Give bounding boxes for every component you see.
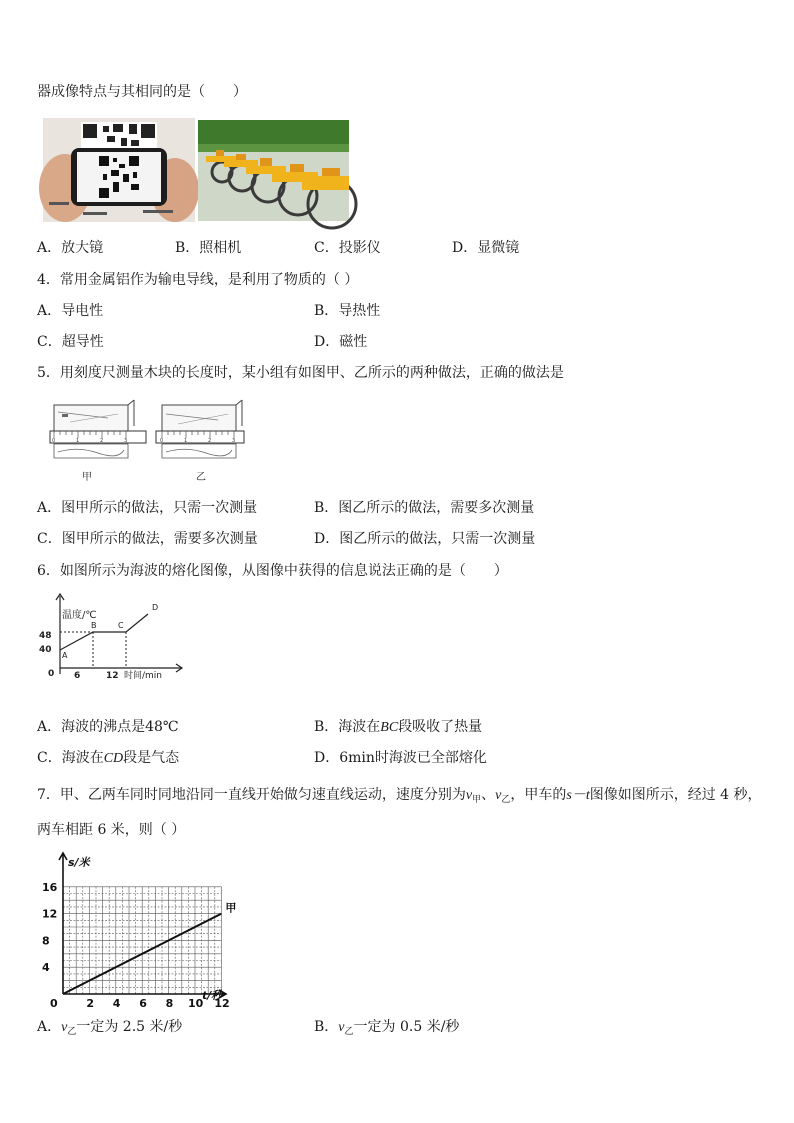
melt-point-label-A: A (62, 651, 68, 660)
q7-stem-v1: v (465, 788, 473, 803)
st-ytick-16: 16 (42, 880, 58, 894)
st-xtick-12: 12 (214, 997, 230, 1010)
ruler-jia-tick-0: 0 (52, 438, 56, 444)
q7-option-a-sub: 乙 (67, 1027, 77, 1037)
melt-point-label-C: C (118, 621, 124, 630)
q5-option-d[interactable]: D．图乙所示的做法，只需一次测量 (314, 531, 536, 547)
melt-point-label-B: B (91, 621, 97, 630)
melt-xlabel: 时间/min (124, 671, 163, 681)
q7-stem-sub1: 甲 (472, 795, 482, 805)
q7-option-b-v: v (338, 1020, 345, 1035)
q6-option-c[interactable] (37, 749, 179, 768)
q6-option-d[interactable]: D．6min时海波已全部熔化 (314, 750, 487, 766)
st-ytick-12: 12 (42, 907, 58, 921)
q7-stem-v2: v (495, 788, 502, 803)
q6-stem: 6．如图所示为海波的熔化图像，从图像中获得的信息说法正确的是（ ） (37, 563, 508, 579)
ruler-jia-tick-1: 1 (76, 438, 80, 444)
q6-option-c-suffix: 段是气态 (123, 750, 180, 766)
q5-option-a[interactable]: A．图甲所示的做法，只需一次测量 (37, 500, 258, 516)
ruler-label-jia: 甲 (82, 472, 92, 483)
qr-phone-photo (43, 118, 195, 222)
melting-chart (36, 592, 186, 684)
st-xlabel: t/秒 (202, 989, 223, 1002)
st-grid (63, 887, 221, 994)
ruler-label-yi: 乙 (196, 472, 206, 483)
st-ytick-8: 8 (42, 934, 50, 948)
ruler-yi-tick-2: 2 (208, 438, 212, 444)
ruler-figure (48, 400, 248, 488)
q6-option-b-prefix: B．海波在 (314, 719, 381, 735)
q7-option-b-prefix: B． (314, 1019, 339, 1035)
q7-option-a[interactable] (37, 1018, 182, 1041)
q6-option-c-segment: CD (103, 751, 124, 766)
q4-option-b[interactable]: B．导热性 (314, 303, 381, 319)
q5-option-b[interactable]: B．图乙所示的做法，需要多次测量 (314, 500, 535, 516)
q7-stem-line2: 两车相距 6 米，则（ ） (37, 822, 186, 838)
q4-stem: 4．常用金属铝作为输电导线，是利用了物质的（ ） (37, 272, 359, 288)
st-xtick-10: 10 (188, 997, 204, 1010)
q6-option-a[interactable]: A．海波的沸点是48℃ (37, 719, 179, 735)
q7-stem-p3: 、 (481, 787, 496, 803)
q7-stem-st: s－t (566, 788, 590, 803)
q4-option-a[interactable]: A．导电性 (37, 303, 104, 319)
q7-option-a-v: v (61, 1020, 68, 1035)
bicycles-photo (198, 120, 349, 221)
q7-stem-sub2: 乙 (501, 795, 511, 805)
st-ytick-4: 4 (42, 961, 50, 975)
q6-option-b-suffix: 段吸收了热量 (398, 719, 483, 735)
q7-option-a-prefix: A． (37, 1019, 62, 1035)
q4-option-c[interactable]: C．超导性 (37, 334, 104, 350)
q3-option-b[interactable]: B．照相机 (175, 240, 242, 256)
ruler-figure-jia (50, 400, 146, 483)
st-xtick-0: 0 (50, 997, 58, 1010)
q7-stem-p0: 7．甲、乙两车同时同地沿同一直线开始做匀速直线运动，速度分别为 (37, 787, 466, 803)
melt-xtick-12: 12 (106, 671, 119, 681)
q5-option-c[interactable]: C．图甲所示的做法，需要多次测量 (37, 531, 258, 547)
q6-option-b-segment: BC (380, 720, 399, 735)
ruler-jia-tick-3: 3 (124, 438, 128, 444)
melt-ytick-40: 40 (39, 645, 52, 655)
ruler-yi-tick-3: 3 (232, 438, 236, 444)
melt-ylabel: 温度/℃ (62, 610, 97, 621)
st-xtick-6: 6 (139, 997, 147, 1010)
st-xtick-8: 8 (165, 997, 174, 1010)
st-series-label-jia: 甲 (225, 901, 237, 915)
q7-stem-p6: ，甲车的 (510, 787, 567, 803)
st-chart (36, 852, 237, 1010)
melt-ytick-48: 48 (39, 631, 52, 641)
melt-xtick-6: 6 (74, 671, 81, 681)
st-ylabel: s/米 (68, 856, 90, 869)
ruler-yi-tick-1: 1 (184, 438, 188, 444)
q3-option-d[interactable]: D．显微镜 (452, 240, 520, 256)
q7-option-b-sub: 乙 (344, 1027, 354, 1037)
ruler-figure-yi (156, 400, 244, 483)
q4-option-d[interactable]: D．磁性 (314, 334, 368, 350)
ruler-jia-tick-2: 2 (100, 438, 104, 444)
melt-point-label-D: D (152, 603, 159, 612)
q3-stem-tail: 器成像特点与其相同的是（ ） (37, 84, 247, 100)
q7-stem-line1 (37, 786, 762, 809)
q5-stem: 5．用刻度尺测量木块的长度时，某小组有如图甲、乙所示的两种做法，正确的做法是 (37, 365, 564, 381)
st-xtick-4: 4 (112, 997, 121, 1010)
q7-option-b[interactable] (314, 1018, 459, 1041)
q6-option-b[interactable] (314, 718, 482, 737)
q3-option-a[interactable]: A．放大镜 (37, 240, 104, 256)
q7-option-a-text: 一定为 2.5 米/秒 (76, 1019, 183, 1035)
q3-option-c[interactable]: C．投影仪 (314, 240, 381, 256)
q7-stem-p8: 图像如图所示，经过 4 秒， (589, 787, 762, 803)
q6-option-c-prefix: C．海波在 (37, 750, 104, 766)
ruler-yi-tick-0: 0 (160, 438, 164, 444)
q7-option-b-text: 一定为 0.5 米/秒 (353, 1019, 460, 1035)
melt-ytick-0: 0 (48, 669, 55, 679)
st-xtick-2: 2 (86, 997, 95, 1010)
